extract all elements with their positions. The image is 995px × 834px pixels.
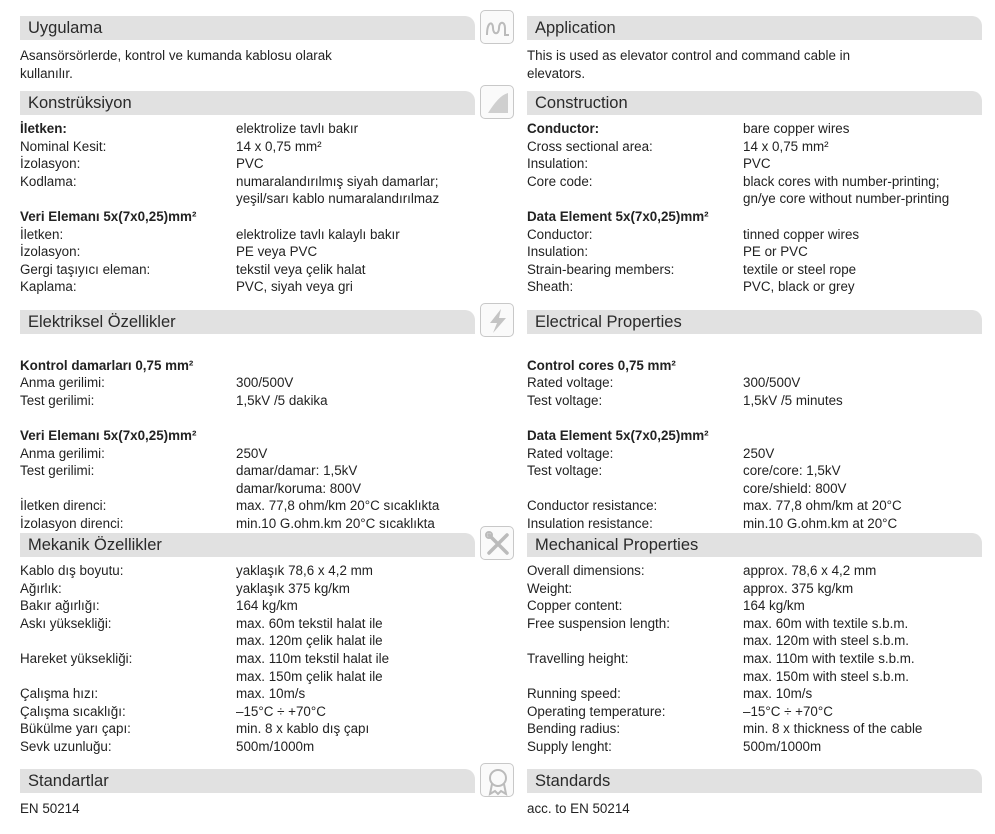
spec-label: Core code:	[527, 173, 593, 189]
spec-value: max. 110m tekstil halat ile	[236, 650, 390, 666]
spec-value: min.10 G.ohm.km 20°C sıcaklıkta	[236, 515, 435, 531]
spec-row	[20, 515, 475, 533]
application-text: Asansörsörlerde, kontrol ve kumanda kablosu olarak kullanılır.	[20, 48, 332, 81]
spec-row	[20, 580, 475, 598]
spec-label: Test gerilimi:	[20, 463, 95, 479]
spec-value: max. 77,8 ohm/km 20°C sıcaklıkta	[236, 498, 440, 514]
spec-row	[20, 409, 475, 427]
spec-value: max. 150m çelik halat ile	[236, 668, 383, 684]
spec-value: core/core: 1,5kV	[743, 463, 841, 479]
spec-value: 164 kg/km	[743, 598, 805, 614]
electrical-table	[20, 334, 475, 533]
spec-label: Sevk uzunluğu:	[20, 738, 112, 754]
spec-row	[527, 155, 982, 173]
spec-value: min.10 G.ohm.km at 20°C	[743, 515, 898, 531]
spec-label: İzolasyon:	[20, 244, 81, 260]
spec-row	[527, 580, 982, 598]
spec-label	[527, 409, 743, 427]
spec-row	[527, 562, 982, 580]
spec-row	[527, 357, 982, 375]
spec-value: numaralandırılmış siyah damarlar;	[236, 173, 439, 189]
spec-label: Conductor:	[527, 121, 600, 136]
spec-label	[20, 339, 236, 357]
spec-row	[20, 445, 475, 463]
spec-label: Test gerilimi:	[20, 392, 95, 408]
spec-label	[527, 480, 743, 498]
spec-value: approx. 78,6 x 4,2 mm	[743, 563, 877, 578]
spec-value: max. 120m çelik halat ile	[236, 633, 383, 649]
spec-value: yeşil/sarı kablo numaralandırılmaz	[236, 191, 440, 207]
spec-label: Operating temperature:	[527, 703, 666, 719]
spec-value: elektrolize tavlı bakır	[236, 121, 359, 136]
spec-label: Veri Elemanı 5x(7x0,25)mm²	[20, 427, 197, 443]
electrical-table	[527, 334, 982, 533]
spec-label: Conductor resistance:	[527, 498, 658, 514]
spec-label: Insulation resistance:	[527, 515, 653, 531]
spec-value: tekstil veya çelik halat	[236, 261, 366, 277]
spec-label: Nominal Kesit:	[20, 138, 107, 154]
spec-row	[527, 480, 982, 498]
spec-row	[527, 427, 982, 445]
spec-value: damar/koruma: 800V	[236, 480, 362, 496]
spec-value: PE veya PVC	[236, 244, 318, 260]
spec-row	[527, 208, 982, 226]
spec-row	[527, 278, 982, 296]
spec-row	[20, 597, 475, 615]
section-header: Mekanik Özellikler	[20, 533, 475, 557]
spec-value: max. 110m with textile s.b.m.	[743, 650, 915, 666]
spec-label: Data Element 5x(7x0,25)mm²	[527, 427, 709, 443]
spec-row	[20, 427, 475, 445]
spec-label: Kodlama:	[20, 173, 77, 189]
spec-row	[527, 445, 982, 463]
spec-label: Copper content:	[527, 598, 623, 614]
spec-value: PVC	[743, 156, 771, 172]
spec-label: Rated voltage:	[527, 445, 614, 461]
spec-label: İletken:	[20, 226, 64, 242]
spec-value: 1,5kV /5 dakika	[236, 392, 328, 408]
spec-row	[20, 243, 475, 261]
section-header: Uygulama	[20, 16, 475, 40]
spec-value: PE or PVC	[743, 244, 808, 260]
section-header: Standartlar	[20, 769, 475, 793]
spec-value: textile or steel rope	[743, 261, 857, 277]
section-header: Standards	[527, 769, 982, 793]
spec-value: 500m/1000m	[236, 738, 315, 754]
spec-value: max. 10m/s	[743, 686, 813, 702]
spec-value: damar/damar: 1,5kV	[236, 463, 358, 479]
spec-value: max. 60m with textile s.b.m.	[743, 615, 909, 631]
spec-value: 500m/1000m	[743, 738, 822, 754]
spec-value: core/shield: 800V	[743, 480, 847, 496]
spec-value: elektrolize tavlı kalaylı bakır	[236, 226, 400, 242]
spec-label	[20, 409, 236, 427]
spec-value: min. 8 x kablo dış çapı	[236, 721, 370, 737]
spec-label	[20, 632, 236, 650]
spec-row	[20, 720, 475, 738]
spec-value: yaklaşık 78,6 x 4,2 mm	[236, 563, 373, 578]
spec-label: Sheath:	[527, 279, 574, 295]
spec-label: Ağırlık:	[20, 580, 62, 596]
spec-row	[20, 339, 475, 357]
spec-value: min. 8 x thickness of the cable	[743, 721, 923, 737]
standards-section	[527, 769, 982, 818]
spec-row	[527, 339, 982, 357]
spec-value: max. 150m with steel s.b.m.	[743, 668, 909, 684]
spec-value: –15°C ÷ +70°C	[236, 703, 326, 719]
spec-row	[527, 650, 982, 668]
spec-label	[20, 190, 236, 208]
electrical-section	[20, 310, 475, 533]
spec-label: Conductor:	[527, 226, 593, 242]
spec-value: PVC, siyah veya gri	[236, 279, 353, 295]
spec-label: Kaplama:	[20, 279, 77, 295]
spec-label: Free suspension length:	[527, 615, 670, 631]
spec-label: İletken:	[20, 121, 67, 136]
spec-row	[527, 226, 982, 244]
spec-label: Cross sectional area:	[527, 138, 653, 154]
spec-label: Gergi taşıyıcı eleman:	[20, 261, 151, 277]
spec-value: approx. 375 kg/km	[743, 580, 854, 596]
spec-row	[20, 480, 475, 498]
spec-label: Kablo dış boyutu:	[20, 563, 124, 578]
spec-row	[20, 278, 475, 296]
spec-row	[527, 668, 982, 686]
construction-section	[20, 91, 475, 296]
spec-row	[527, 720, 982, 738]
spec-label	[527, 668, 743, 686]
spec-row	[527, 632, 982, 650]
spec-value: 250V	[743, 445, 775, 461]
spec-value: max. 60m tekstil halat ile	[236, 615, 383, 631]
mechanical-table	[20, 557, 475, 756]
spec-label: Bakır ağırlığı:	[20, 598, 100, 614]
spec-label: Overall dimensions:	[527, 563, 645, 578]
spec-label: Çalışma hızı:	[20, 686, 99, 702]
spec-row	[20, 392, 475, 410]
spec-label: Test voltage:	[527, 392, 603, 408]
spec-row	[20, 138, 475, 156]
spec-label	[527, 339, 743, 357]
spec-row	[527, 138, 982, 156]
spec-row	[20, 685, 475, 703]
spec-row	[527, 120, 982, 138]
spec-label: Bending radius:	[527, 721, 621, 737]
spec-label: İzolasyon direnci:	[20, 515, 124, 531]
spec-value: 14 x 0,75 mm²	[236, 138, 322, 154]
spec-label: Weight:	[527, 580, 573, 596]
spec-row	[527, 515, 982, 533]
spec-row	[527, 597, 982, 615]
spec-row	[20, 738, 475, 756]
spec-label: Insulation:	[527, 244, 589, 260]
application-section	[20, 16, 475, 82]
spec-label: Kontrol damarları 0,75 mm²	[20, 357, 194, 373]
construction-table	[20, 115, 475, 296]
spec-value: 164 kg/km	[236, 598, 298, 614]
spec-row	[527, 703, 982, 721]
spec-row	[527, 190, 982, 208]
spec-label: Running speed:	[527, 686, 621, 702]
spec-value: 250V	[236, 445, 268, 461]
spec-label: Hareket yüksekliği:	[20, 650, 133, 666]
section-header: Application	[527, 16, 982, 40]
standards-text: EN 50214	[20, 801, 80, 816]
spec-row	[527, 374, 982, 392]
spec-value: 1,5kV /5 minutes	[743, 392, 843, 408]
spec-row	[20, 668, 475, 686]
section-header: Mechanical Properties	[527, 533, 982, 557]
spec-row	[527, 261, 982, 279]
mechanical-icon	[480, 526, 514, 560]
spec-row	[20, 374, 475, 392]
spec-row	[527, 685, 982, 703]
standards-icon	[480, 763, 514, 797]
section-header: Elektriksel Özellikler	[20, 310, 475, 334]
spec-label: İzolasyon:	[20, 156, 81, 172]
spec-row	[20, 173, 475, 191]
spec-value: 300/500V	[236, 375, 294, 391]
application-section	[527, 16, 982, 82]
spec-label	[20, 480, 236, 498]
spec-label: Travelling height:	[527, 650, 629, 666]
spec-label: Veri Elemanı 5x(7x0,25)mm²	[20, 208, 197, 224]
spec-row	[527, 615, 982, 633]
spec-row	[527, 392, 982, 410]
spec-label	[20, 668, 236, 686]
spec-label	[527, 632, 743, 650]
section-header: Construction	[527, 91, 982, 115]
mechanical-section	[20, 533, 475, 756]
spec-label: Test voltage:	[527, 463, 603, 479]
mechanical-table	[527, 557, 982, 756]
spec-value: max. 10m/s	[236, 686, 306, 702]
electrical-section	[527, 310, 982, 533]
spec-value: tinned copper wires	[743, 226, 860, 242]
spec-value: 300/500V	[743, 375, 801, 391]
spec-label: Çalışma sıcaklığı:	[20, 703, 126, 719]
construction-icon	[480, 85, 514, 119]
spec-row	[20, 497, 475, 515]
spec-label: Supply lenght:	[527, 738, 612, 754]
spec-value: max. 120m with steel s.b.m.	[743, 633, 909, 649]
spec-label: İletken direnci:	[20, 498, 107, 514]
spec-row	[20, 226, 475, 244]
standards-text: acc. to EN 50214	[527, 801, 630, 816]
spec-row	[527, 173, 982, 191]
spec-label: Insulation:	[527, 156, 589, 172]
spec-label: Data Element 5x(7x0,25)mm²	[527, 208, 709, 224]
spec-row	[20, 120, 475, 138]
mechanical-section	[527, 533, 982, 756]
spec-value: 14 x 0,75 mm²	[743, 138, 829, 154]
spec-value: PVC, black or grey	[743, 279, 855, 295]
spec-row	[20, 155, 475, 173]
spec-label: Askı yüksekliği:	[20, 615, 112, 631]
spec-row	[527, 738, 982, 756]
application-text: This is used as elevator control and command cable in elevators.	[527, 48, 851, 81]
spec-row	[20, 650, 475, 668]
application-icon	[480, 10, 514, 44]
spec-value: gn/ye core without number-printing	[743, 191, 950, 207]
spec-row	[20, 357, 475, 375]
spec-label: Bükülme yarı çapı:	[20, 721, 131, 737]
electrical-icon	[480, 303, 514, 337]
section-header: Electrical Properties	[527, 310, 982, 334]
spec-value: PVC	[236, 156, 264, 172]
section-header: Konstrüksiyon	[20, 91, 475, 115]
spec-label: Anma gerilimi:	[20, 375, 105, 391]
spec-value: yaklaşık 375 kg/km	[236, 580, 350, 596]
spec-row	[20, 190, 475, 208]
spec-row	[20, 632, 475, 650]
spec-row	[527, 409, 982, 427]
spec-label: Strain-bearing members:	[527, 261, 675, 277]
spec-row	[527, 462, 982, 480]
spec-label: Control cores 0,75 mm²	[527, 357, 676, 373]
construction-table	[527, 115, 982, 296]
spec-value: black cores with number-printing;	[743, 173, 940, 189]
spec-row	[20, 615, 475, 633]
spec-label: Anma gerilimi:	[20, 445, 105, 461]
spec-value: max. 77,8 ohm/km at 20°C	[743, 498, 902, 514]
spec-label	[527, 190, 743, 208]
spec-row	[20, 462, 475, 480]
spec-value: –15°C ÷ +70°C	[743, 703, 833, 719]
spec-row	[20, 261, 475, 279]
spec-row	[527, 243, 982, 261]
spec-row	[20, 562, 475, 580]
spec-row	[527, 497, 982, 515]
construction-section	[527, 91, 982, 296]
spec-label: Rated voltage:	[527, 375, 614, 391]
standards-section	[20, 769, 475, 818]
spec-row	[20, 703, 475, 721]
spec-value: bare copper wires	[743, 121, 850, 136]
spec-row	[20, 208, 475, 226]
